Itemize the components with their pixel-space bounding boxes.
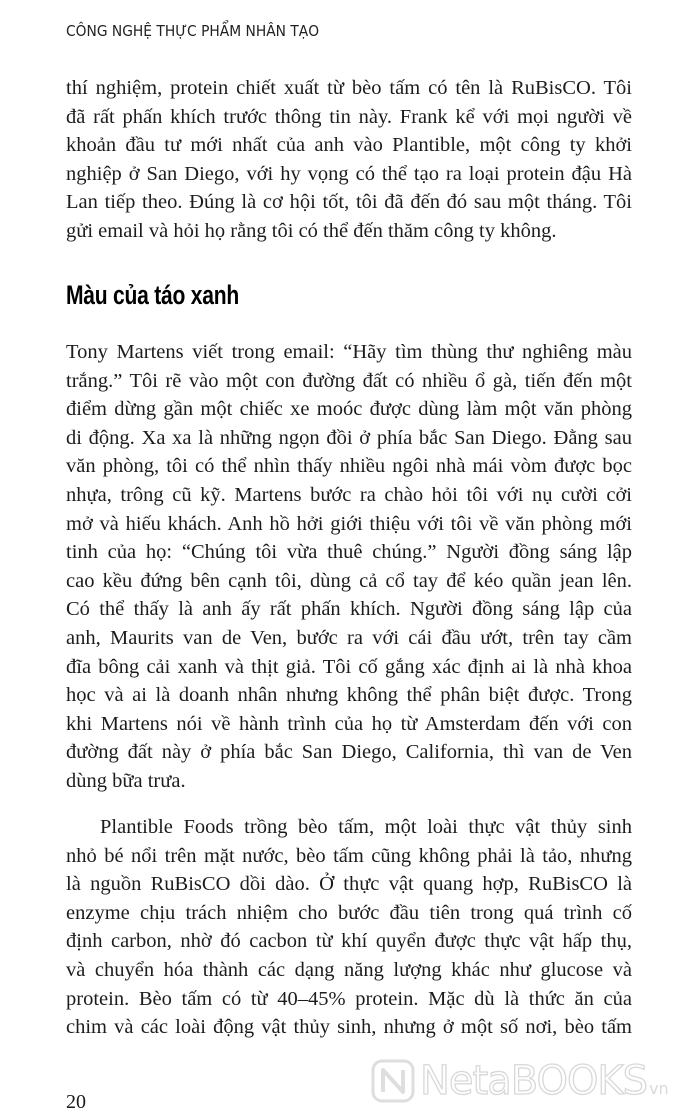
text-line: gửi email và hỏi họ rằng tôi có thể đến thăm công ty không. [66,219,557,242]
text-line: đường đất này ở phía bắc San Diego, California, thì van de Ven [66,741,632,764]
page-number: 20 [66,1091,86,1113]
text-line: định carbon, nhờ đó cacbon từ khí quyển được thực vật hấp thụ, [66,930,632,953]
text-line: protein. Bèo tấm có từ 40–45% protein. Mặc dù là thức ăn của [66,987,632,1010]
text-line: đĩa bông cải xanh và thịt giả. Tôi cố gắng xác định ai là nhà khoa [66,655,632,678]
text-line: chim và các loài động vật thủy sinh, nhưng ở một số nơi, bèo tấm [66,1016,632,1039]
watermark-suffix: vn [649,1078,669,1098]
text-line: điểm dừng gần một chiếc xe moóc được dùng làm một văn phòng [66,398,632,421]
section-heading: Màu của táo xanh [66,280,239,310]
text-line: mở và hiếu khách. Anh hồ hởi giới thiệu với tôi về văn phòng mới [66,512,632,535]
watermark-brand: NetaBOOKS [420,1058,648,1104]
text-line: Có thể thấy là anh ấy rất phấn khích. Người đồng sáng lập của [66,598,632,621]
text-line: học và ai là doanh nhân nhưng không thể phân biệt được. Trong [66,684,632,707]
text-line: cao kều đứng bên cạnh tôi, dùng cả cổ tay để kéo quần jean lên. [66,569,632,592]
text-line: Tony Martens viết trong email: “Hãy tìm thùng thư nghiêng màu [66,341,632,363]
text-line: dùng bữa trưa. [66,769,186,792]
netabooks-logo-icon [370,1058,416,1104]
text-line: khi Martens nói về hành trình của họ từ Amsterdam đến với con [66,712,632,735]
paragraph-3 [66,813,632,1042]
text-line: enzyme chịu trách nhiệm cho bước đầu tiên trong quá trình cố [66,901,632,924]
paragraph-2 [66,338,632,796]
watermark [370,1058,669,1104]
text-line: thí nghiệm, protein chiết xuất từ bèo tấm có tên là RuBisCO. Tôi [66,77,632,99]
running-header: CÔNG NGHỆ THỰC PHẨM NHÂN TẠO [66,22,320,40]
text-line: Plantible Foods trồng bèo tấm, một loài thực vật thủy sinh [100,816,632,838]
text-line: và chuyển hóa thành các dạng năng lượng khác như glucose và [66,958,632,981]
text-line: văn phòng, tôi có thể nhìn thấy nhiều ngôi nhà mái vòm được bọc [66,455,632,478]
text-line: trắng.” Tôi rẽ vào một con đường đất có nhiều ổ gà, tiến đến một [66,369,632,392]
text-line: tinh của họ: “Chúng tôi vừa thuê chúng.” Người đồng sáng lập [66,541,632,564]
text-line: Lan tiếp theo. Đúng là cơ hội tốt, tôi đã đến đó sau một tháng. Tôi [66,191,632,214]
text-line: di động. Xa xa là những ngọn đồi ở phía bắc San Diego. Đằng sau [66,426,632,449]
text-line: nhỏ bé nổi trên mặt nước, bèo tấm cũng không phải là tảo, nhưng [66,844,632,867]
text-line: anh, Maurits van de Ven, bước ra với cái đầu ướt, trên tay cầm [66,626,632,649]
text-line: nghiệp ở San Diego, với hy vọng có thể tạo ra loại protein đậu Hà [66,162,632,185]
text-line: đã rất phấn khích trước thông tin này. Frank kể với mọi người về [66,105,632,128]
text-line: là nguồn RuBisCO dồi dào. Ở thực vật quang hợp, RuBisCO là [66,873,632,896]
paragraph-1 [66,74,632,246]
text-line: khoản đầu tư mới nhất của anh vào Plantible, một công ty khởi [66,134,632,157]
text-line: nhựa, trông cũ kỹ. Martens bước ra chào hỏi tôi với nụ cười cởi [66,483,632,506]
